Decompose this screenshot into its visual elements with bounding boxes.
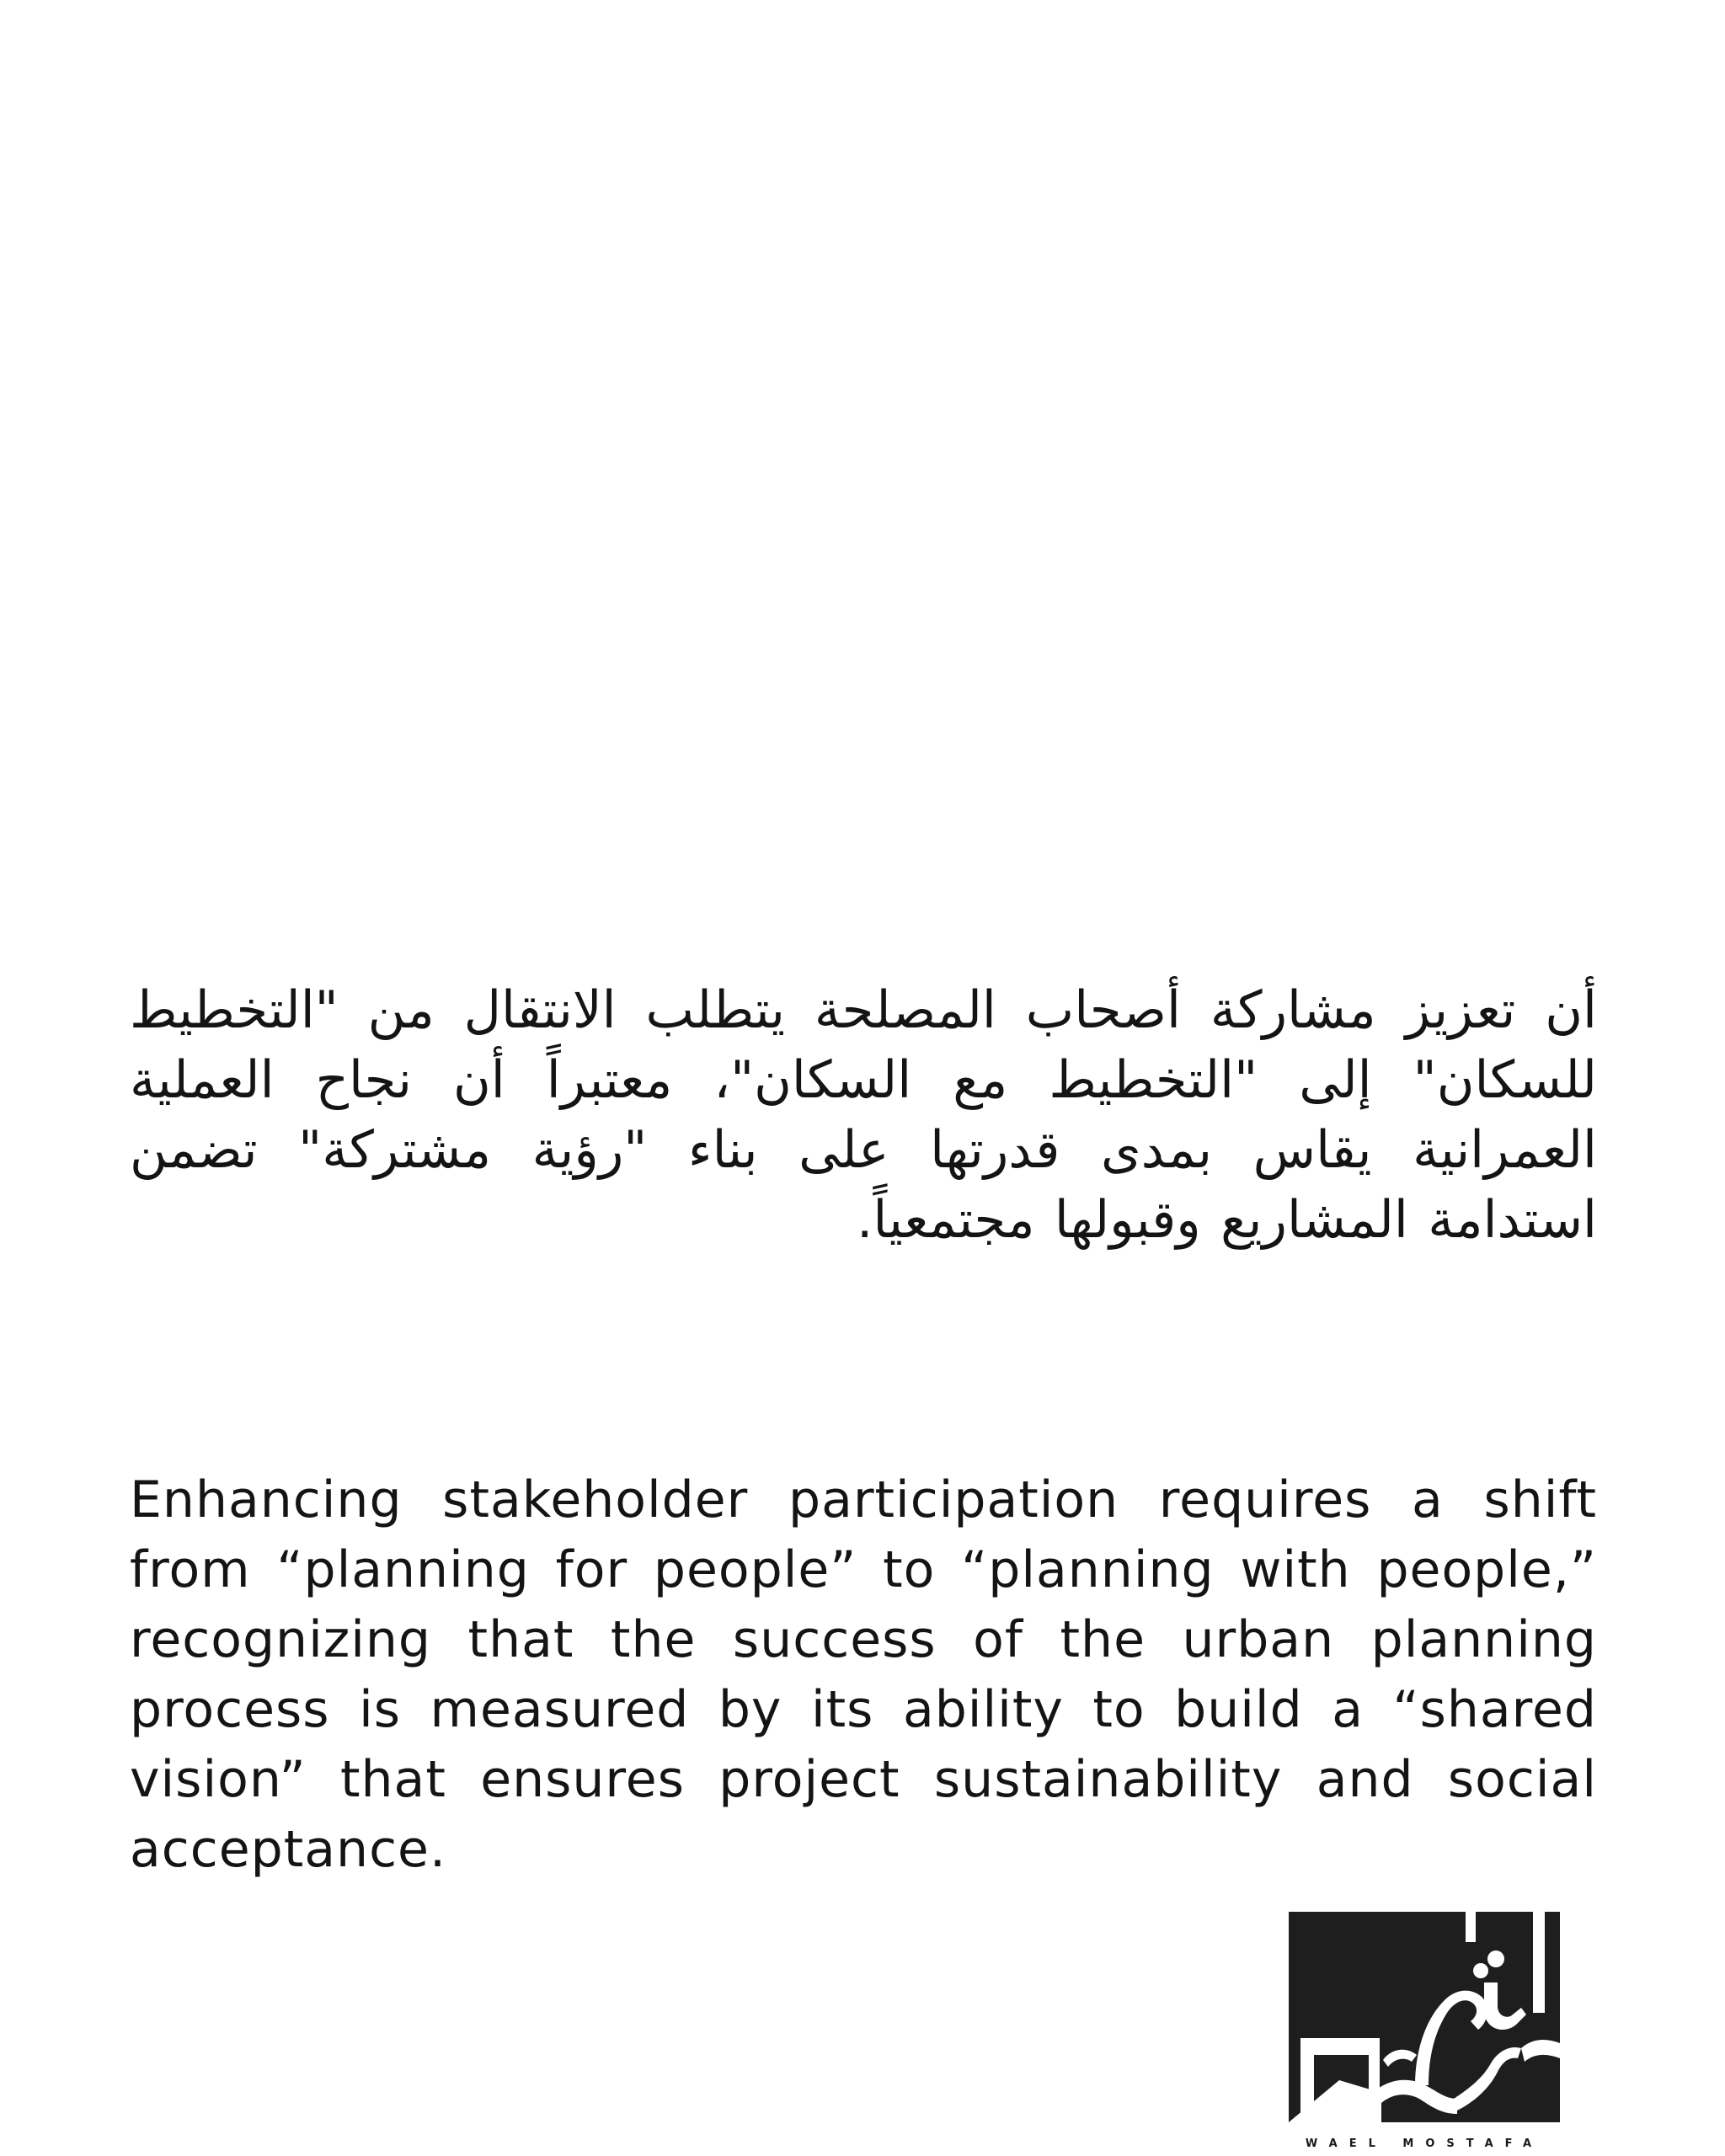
logo-caption: WAEL MOSTAFA [1305,2137,1544,2150]
arabic-paragraph: أن تعزيز مشاركة أصحاب المصلحة يتطلب الانتقال من "التخطيط للسكان" إلى "التخطيط مع السكان"، معتبراً أن نجاح العملية العمرانية يقاس بمدى قدرتها على بناء "رؤية مشتركة" تضمن استدامة المشاريع وقبولها مجتمعياً. [130,980,1597,1250]
brand-logo [1289,1912,1560,2122]
english-paragraph: Enhancing stakeholder participation requires a shift from “planning for people” to “planning with people,” recognizing that the success of the urban planning process is measured by its ability to build a “shared vision” that ensures project sustainability and social acceptance. [130,1470,1597,1879]
